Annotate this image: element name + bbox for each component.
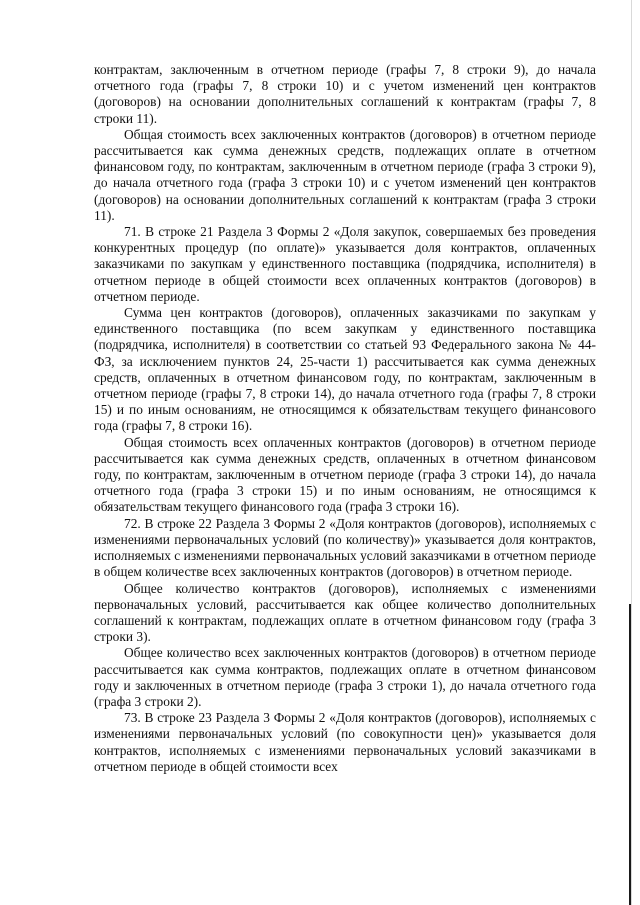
paragraph-item-72: 72. В строке 22 Раздела 3 Формы 2 «Доля контрактов (договоров), исполняемых с изменениями первоначальных условий (по количеству)» указывается доля контрактов, исполняемых с изменениями первоначальных условий заказчиками в отчетном периоде в общем количестве всех заключенных контрактов (договоров) в отчетном периоде.	[94, 515, 596, 580]
paragraph-item-71: 71. В строке 21 Раздела 3 Формы 2 «Доля закупок, совершаемых без проведения конкурентных процедур (по оплате)» указывается доля контрактов, оплаченных заказчиками по закупкам у единственного поставщика (подрядчика, исполнителя) в отчетном периоде в общей стоимости всех оплаченных контрактов (договоров) в отчетном периоде.	[94, 224, 596, 304]
paragraph-total-concluded-cost: Общая стоимость всех заключенных контрактов (договоров) в отчетном периоде рассчитывается как сумма денежных средств, подлежащих оплате в отчетном финансовом году, по контрактам, заключенным в отчетном периоде (графа 3 строки 9), до начала отчетного года (графа 3 строки 10) и с учетом изменений цен контрактов (договоров) на основании дополнительных соглашений к контрактам (графа 3 строки 11).	[94, 126, 596, 223]
paragraph-continuation: контрактам, заключенным в отчетном периоде (графы 7, 8 строки 9), до начала отчетного года (графы 7, 8 строки 10) и с учетом изменений цен контрактов (договоров) на основании дополнительных соглашений к контрактам (графы 7, 8 строки 11).	[94, 62, 596, 126]
paragraph-total-paid-cost: Общая стоимость всех оплаченных контрактов (договоров) в отчетном периоде рассчитывается как сумма денежных средств, оплаченных в отчетном финансовом году, по контрактам, заключенным в отчетном периоде (графа 3 строки 14), до начала отчетного года (графа 3 строки 15) и по иным основаниям, не относящимся к обязательствам текущего финансового года (графа 3 строки 16).	[94, 434, 596, 515]
document-body	[94, 62, 596, 775]
scan-edge-line	[631, 0, 632, 905]
paragraph-total-concluded-count: Общее количество всех заключенных контрактов (договоров) в отчетном периоде рассчитывается как сумма контрактов, подлежащих оплате в отчетном финансовом году и заключенных в отчетном периоде (графа 3 строки 1), до начала отчетного года (графа 3 строки 2).	[94, 645, 596, 709]
paragraph-single-supplier-sum: Сумма цен контрактов (договоров), оплаченных заказчиками по закупкам у единственного поставщика (по всем закупкам у единственного поставщика (подрядчика, исполнителя) в соответствии со статьей 93 Федерального закона № 44-ФЗ, за исключением пунктов 24, 25-части 1) рассчитывается как сумма денежных средств, оплаченных в отчетном финансовом году, по контрактам, заключенным в отчетном периоде (графы 7, 8 строки 14), до начала отчетного года (графы 7, 8 строки 15) и по иным основаниям, не относящимся к обязательствам текущего финансового года (графы 7, 8 строки 16).	[94, 305, 596, 434]
paragraph-modified-count: Общее количество контрактов (договоров), исполняемых с изменениями первоначальных условий, рассчитывается как общее количество дополнительных соглашений к контрактам, подлежащих оплате в отчетном финансовом году (графа 3 строки 3).	[94, 580, 596, 645]
scan-edge-shadow	[629, 604, 631, 905]
paragraph-item-73: 73. В строке 23 Раздела 3 Формы 2 «Доля контрактов (договоров), исполняемых с изменениями первоначальных условий (по совокупности цен)» указывается доля контрактов, исполняемых с изменениями первоначальных условий заказчиками в отчетном периоде в общей стоимости всех	[94, 710, 596, 774]
